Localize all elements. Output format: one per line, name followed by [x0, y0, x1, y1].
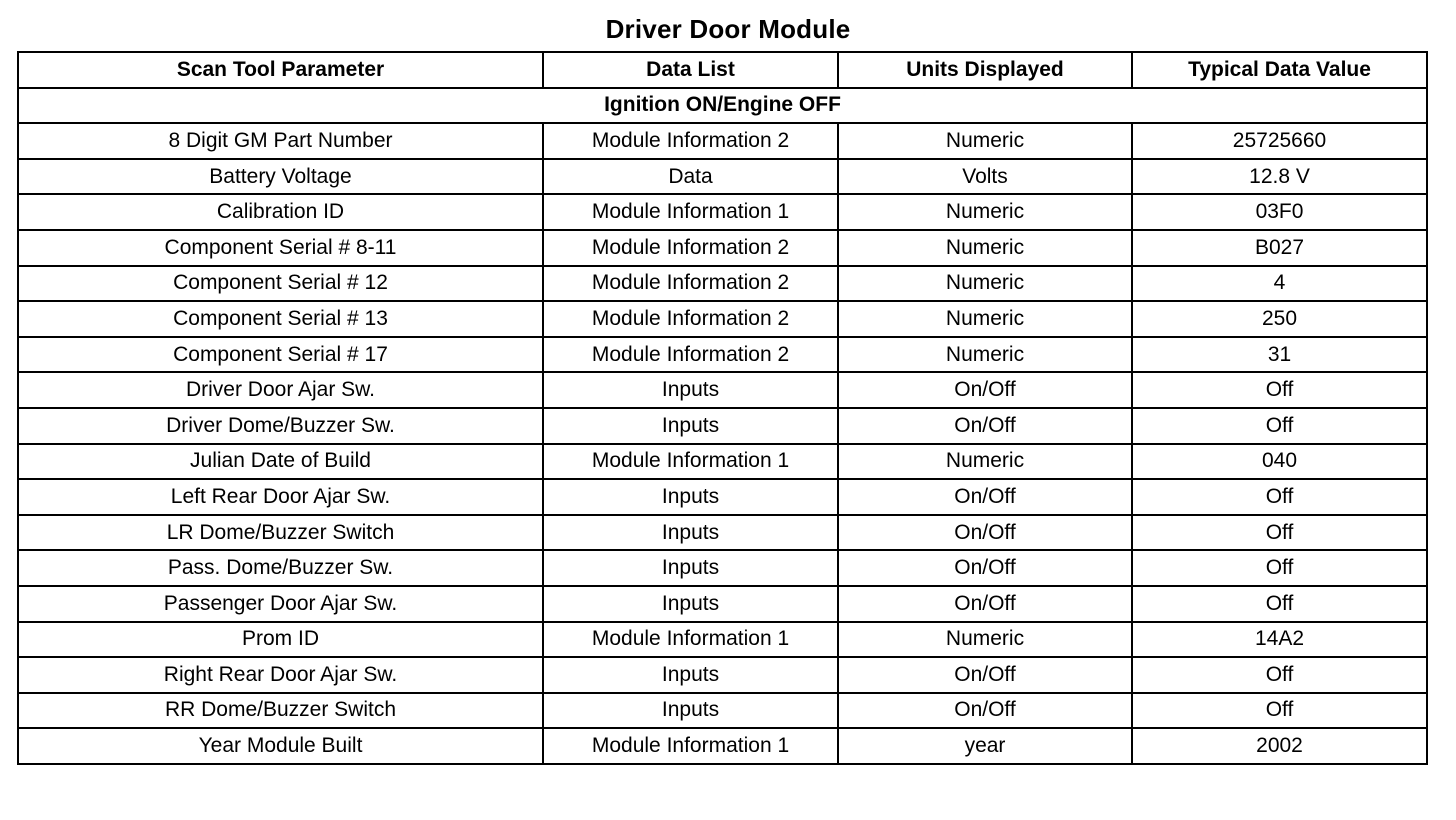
data-table	[17, 51, 1428, 765]
cell-units: Volts	[838, 159, 1132, 195]
table-row	[18, 693, 1427, 729]
table-row	[18, 622, 1427, 658]
cell-units: Numeric	[838, 444, 1132, 480]
column-header: Typical Data Value	[1132, 52, 1427, 88]
table-row	[18, 194, 1427, 230]
cell-parameter: Battery Voltage	[18, 159, 543, 195]
cell-typical-value: Off	[1132, 515, 1427, 551]
cell-parameter: Component Serial # 12	[18, 266, 543, 302]
cell-typical-value: 25725660	[1132, 123, 1427, 159]
table-row	[18, 444, 1427, 480]
cell-typical-value: Off	[1132, 479, 1427, 515]
cell-typical-value: 31	[1132, 337, 1427, 373]
cell-units: Numeric	[838, 301, 1132, 337]
cell-parameter: Right Rear Door Ajar Sw.	[18, 657, 543, 693]
cell-data-list: Inputs	[543, 657, 838, 693]
cell-data-list: Module Information 1	[543, 194, 838, 230]
table-row	[18, 586, 1427, 622]
cell-typical-value: Off	[1132, 550, 1427, 586]
cell-typical-value: Off	[1132, 693, 1427, 729]
cell-parameter: Component Serial # 13	[18, 301, 543, 337]
column-header: Units Displayed	[838, 52, 1132, 88]
cell-parameter: LR Dome/Buzzer Switch	[18, 515, 543, 551]
cell-typical-value: Off	[1132, 372, 1427, 408]
cell-parameter: Driver Door Ajar Sw.	[18, 372, 543, 408]
table-body	[18, 88, 1427, 764]
cell-parameter: Component Serial # 8-11	[18, 230, 543, 266]
cell-data-list: Module Information 2	[543, 301, 838, 337]
section-row	[18, 88, 1427, 124]
cell-data-list: Module Information 2	[543, 230, 838, 266]
table-row	[18, 230, 1427, 266]
cell-data-list: Module Information 2	[543, 337, 838, 373]
table-row	[18, 515, 1427, 551]
cell-typical-value: 2002	[1132, 728, 1427, 764]
cell-typical-value: Off	[1132, 657, 1427, 693]
section-label: Ignition ON/Engine OFF	[18, 88, 1427, 124]
table-row	[18, 159, 1427, 195]
cell-typical-value: B027	[1132, 230, 1427, 266]
cell-parameter: Year Module Built	[18, 728, 543, 764]
column-header: Data List	[543, 52, 838, 88]
cell-parameter: Prom ID	[18, 622, 543, 658]
table-row	[18, 301, 1427, 337]
cell-data-list: Inputs	[543, 550, 838, 586]
cell-typical-value: 040	[1132, 444, 1427, 480]
cell-typical-value: Off	[1132, 408, 1427, 444]
cell-parameter: Pass. Dome/Buzzer Sw.	[18, 550, 543, 586]
cell-data-list: Inputs	[543, 515, 838, 551]
cell-typical-value: 12.8 V	[1132, 159, 1427, 195]
column-header: Scan Tool Parameter	[18, 52, 543, 88]
cell-typical-value: 250	[1132, 301, 1427, 337]
table-row	[18, 728, 1427, 764]
cell-units: Numeric	[838, 622, 1132, 658]
cell-units: On/Off	[838, 550, 1132, 586]
cell-data-list: Module Information 1	[543, 444, 838, 480]
cell-units: On/Off	[838, 515, 1132, 551]
table-row	[18, 266, 1427, 302]
cell-units: On/Off	[838, 408, 1132, 444]
cell-parameter: Component Serial # 17	[18, 337, 543, 373]
table-row	[18, 657, 1427, 693]
cell-data-list: Module Information 1	[543, 622, 838, 658]
cell-parameter: Driver Dome/Buzzer Sw.	[18, 408, 543, 444]
cell-typical-value: 03F0	[1132, 194, 1427, 230]
cell-units: On/Off	[838, 586, 1132, 622]
cell-data-list: Module Information 2	[543, 266, 838, 302]
cell-units: On/Off	[838, 657, 1132, 693]
cell-data-list: Module Information 1	[543, 728, 838, 764]
cell-units: On/Off	[838, 693, 1132, 729]
cell-units: Numeric	[838, 123, 1132, 159]
cell-typical-value: Off	[1132, 586, 1427, 622]
cell-data-list: Inputs	[543, 372, 838, 408]
cell-parameter: Passenger Door Ajar Sw.	[18, 586, 543, 622]
header-row	[18, 52, 1427, 88]
cell-parameter: Left Rear Door Ajar Sw.	[18, 479, 543, 515]
cell-units: Numeric	[838, 194, 1132, 230]
cell-units: On/Off	[838, 372, 1132, 408]
cell-parameter: Calibration ID	[18, 194, 543, 230]
table-row	[18, 479, 1427, 515]
table-row	[18, 372, 1427, 408]
cell-data-list: Inputs	[543, 408, 838, 444]
page-title: Driver Door Module	[605, 14, 851, 44]
cell-data-list: Inputs	[543, 693, 838, 729]
cell-units: Numeric	[838, 230, 1132, 266]
cell-units: On/Off	[838, 479, 1132, 515]
cell-typical-value: 4	[1132, 266, 1427, 302]
cell-parameter: RR Dome/Buzzer Switch	[18, 693, 543, 729]
cell-units: year	[838, 728, 1132, 764]
cell-data-list: Inputs	[543, 479, 838, 515]
cell-parameter: 8 Digit GM Part Number	[18, 123, 543, 159]
table-row	[18, 123, 1427, 159]
cell-parameter: Julian Date of Build	[18, 444, 543, 480]
cell-units: Numeric	[838, 337, 1132, 373]
cell-data-list: Module Information 2	[543, 123, 838, 159]
cell-typical-value: 14A2	[1132, 622, 1427, 658]
table-row	[18, 337, 1427, 373]
cell-units: Numeric	[838, 266, 1132, 302]
table-row	[18, 408, 1427, 444]
cell-data-list: Data	[543, 159, 838, 195]
cell-data-list: Inputs	[543, 586, 838, 622]
table-row	[18, 550, 1427, 586]
